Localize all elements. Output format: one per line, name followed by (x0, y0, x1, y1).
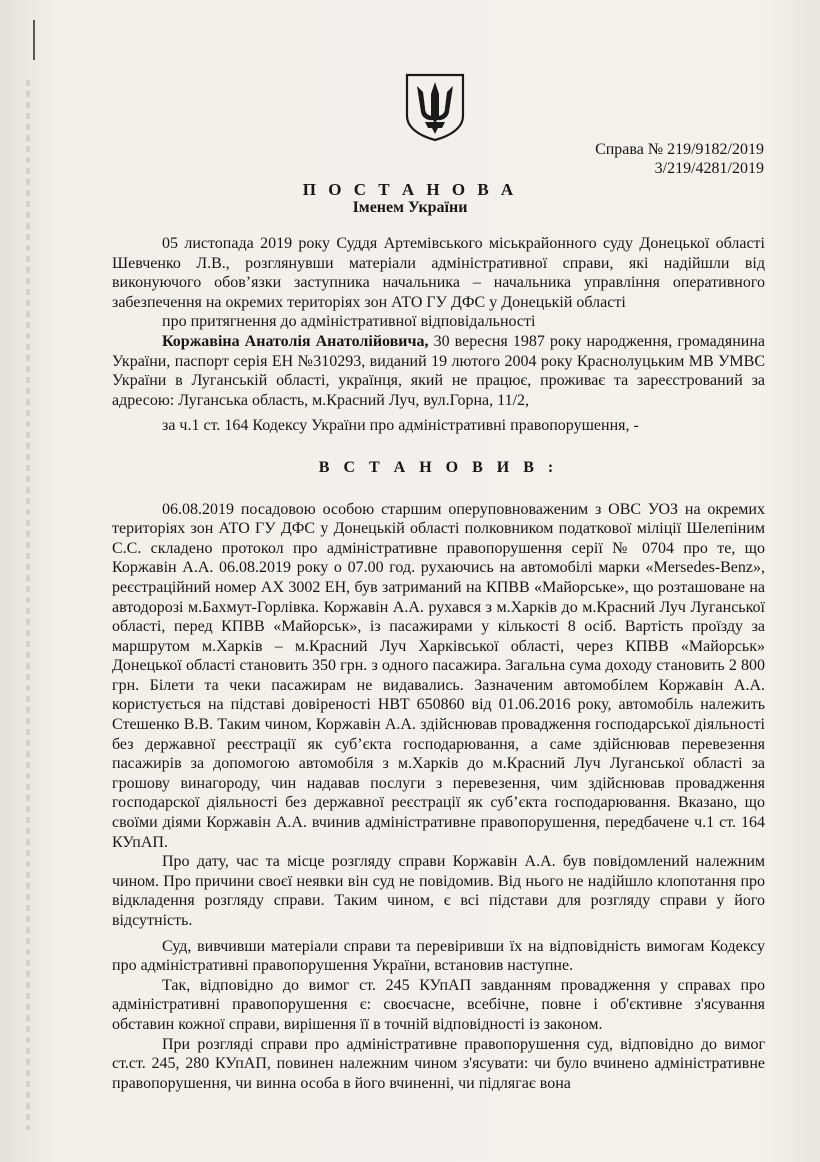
document-title: П О С Т А Н О В А (302, 180, 518, 199)
paragraph-intro: 05 листопада 2019 року Суддя Артемівського міськрайонного суду Донецької області Шевченко Л.В., розглянувши матеріали адміністративної справи, які надійшли від виконуючого обов’язки заступника начальника – начальника управління оперативного забезпечення на окремих територіях зон АТО ГУ ДФС у Донецькій області (112, 235, 765, 311)
section-heading-established: В С Т А Н О В И В : (318, 458, 559, 476)
paragraph-article-280: При розгляді справи про адміністративне правопорушення суд, відповідно до вимог ст.ст. 245, 280 КУпАП, повинен належним чином з'ясувати: чи було вчинено адміністративне правопорушення, чи винна особа в його вчиненні, чи підлягає вона (112, 1035, 765, 1092)
case-number-block (595, 140, 764, 178)
person-name: Коржавіна Анатолія Анатолійовича, (162, 332, 429, 350)
paragraph-purpose: про притягнення до адміністративної відповідальності (162, 313, 536, 331)
paragraph-notification: Про дату, час та місце розгляду справи Коржавін А.А. був повідомлений належним чином. Про причини своєї неявки він суд не повідомив. Від нього не надійшло клопотання про відкладення розгляду справи. Таким чином, є всі підстави для розгляду справи у його відсутність. (112, 853, 765, 929)
binding-mark (33, 20, 35, 60)
case-number-secondary: 3/219/4281/2019 (654, 160, 764, 177)
document-subtitle: Іменем України (352, 199, 468, 216)
case-number-primary: Справа № 219/9182/2019 (595, 141, 764, 158)
paragraph-article-245: Так, відповідно до вимог ст. 245 КУпАП завданням провадження у справах про адміністративні правопорушення є: своєчасне, всебічне, повне і об'єктивне з'ясування обставин кожної справи, вирішення її в точній відповідності із законом. (112, 976, 765, 1033)
paragraph-article: за ч.1 ст. 164 Кодексу України про адміністративні правопорушення, - (162, 417, 639, 435)
paragraph-facts: 06.08.2019 посадовою особою старшим оперуповноваженим з ОВС УОЗ на окремих територіях зон АТО ГУ ДФС у Донецькій області полковником податкової міліції Шелепіним С.С. складено протокол про адміністративне правопорушення серії № 0704 про те, що Коржавін А.А. 06.08.2019 року о 07.00 год. рухаючись на автомобілі марки «Mersedes-Benz», реєстраційний номер АХ 3002 ЕН, був затриманий на КПВВ «Майорське», що розташоване на автодорозі м.Бахмут-Горлівка. Коржавін А.А. рухався з м.Харків до м.Красний Луч Луганської області, перед КПВВ «Майорськ», із пасажирами у кількості 8 осіб. Вартість проїзду за маршрутом м.Харків – м.Красний Луч Харківської області, через КПВВ «Майорськ» Донецької області становить 350 грн. з одного пасажира. Загальна сума доходу становить 2 800 грн. Білети та чеки пасажирам не видавались. Зазначеним автомобілем Коржавін А.А. користується на підставі довіреності НВТ 650860 від 01.06.2016 року, автомобіль належить Стешенко В.В. Таким чином, Коржавін А.А. здійснював провадження господарської діяльності без державної реєстрації як суб’єкта господарювання, а саме здійснював перевезення пасажирів за допомогою автомобіля з м.Харків до м.Красний Луч Луганської області за грошову винагороду, чин надавав послуги з перевезення, чим здійснював провадження господарскої діяльності без державної реєстрації як суб’єкта господарювання. Вказано, що своїми діями Коржавін А.А. вчинив адміністративне правопорушення, передбачене ч.1 ст. 164 КУпАП. (112, 500, 765, 851)
paragraph-court-review: Суд, вивчивши матеріали справи та перевіривши їх на відповідність вимогам Кодексу про адміністративні правопорушення України, встановив наступне. (112, 937, 765, 975)
binding-stitch (26, 80, 30, 1130)
person-details: 30 вересня 1987 року народження, громадянина України, паспорт серія ЕН №310293, виданий 19 лютого 2004 року Краснолуцьким МВ УМВС України в Луганській області, українця, який не працює, проживає та зареєстрований за адресою: Луганська область, м.Красний Луч, вул.Горна, 11/2, (112, 332, 766, 409)
trident-coat-of-arms-icon (404, 72, 466, 142)
paragraph-person (112, 332, 765, 410)
document-body (112, 234, 765, 1093)
